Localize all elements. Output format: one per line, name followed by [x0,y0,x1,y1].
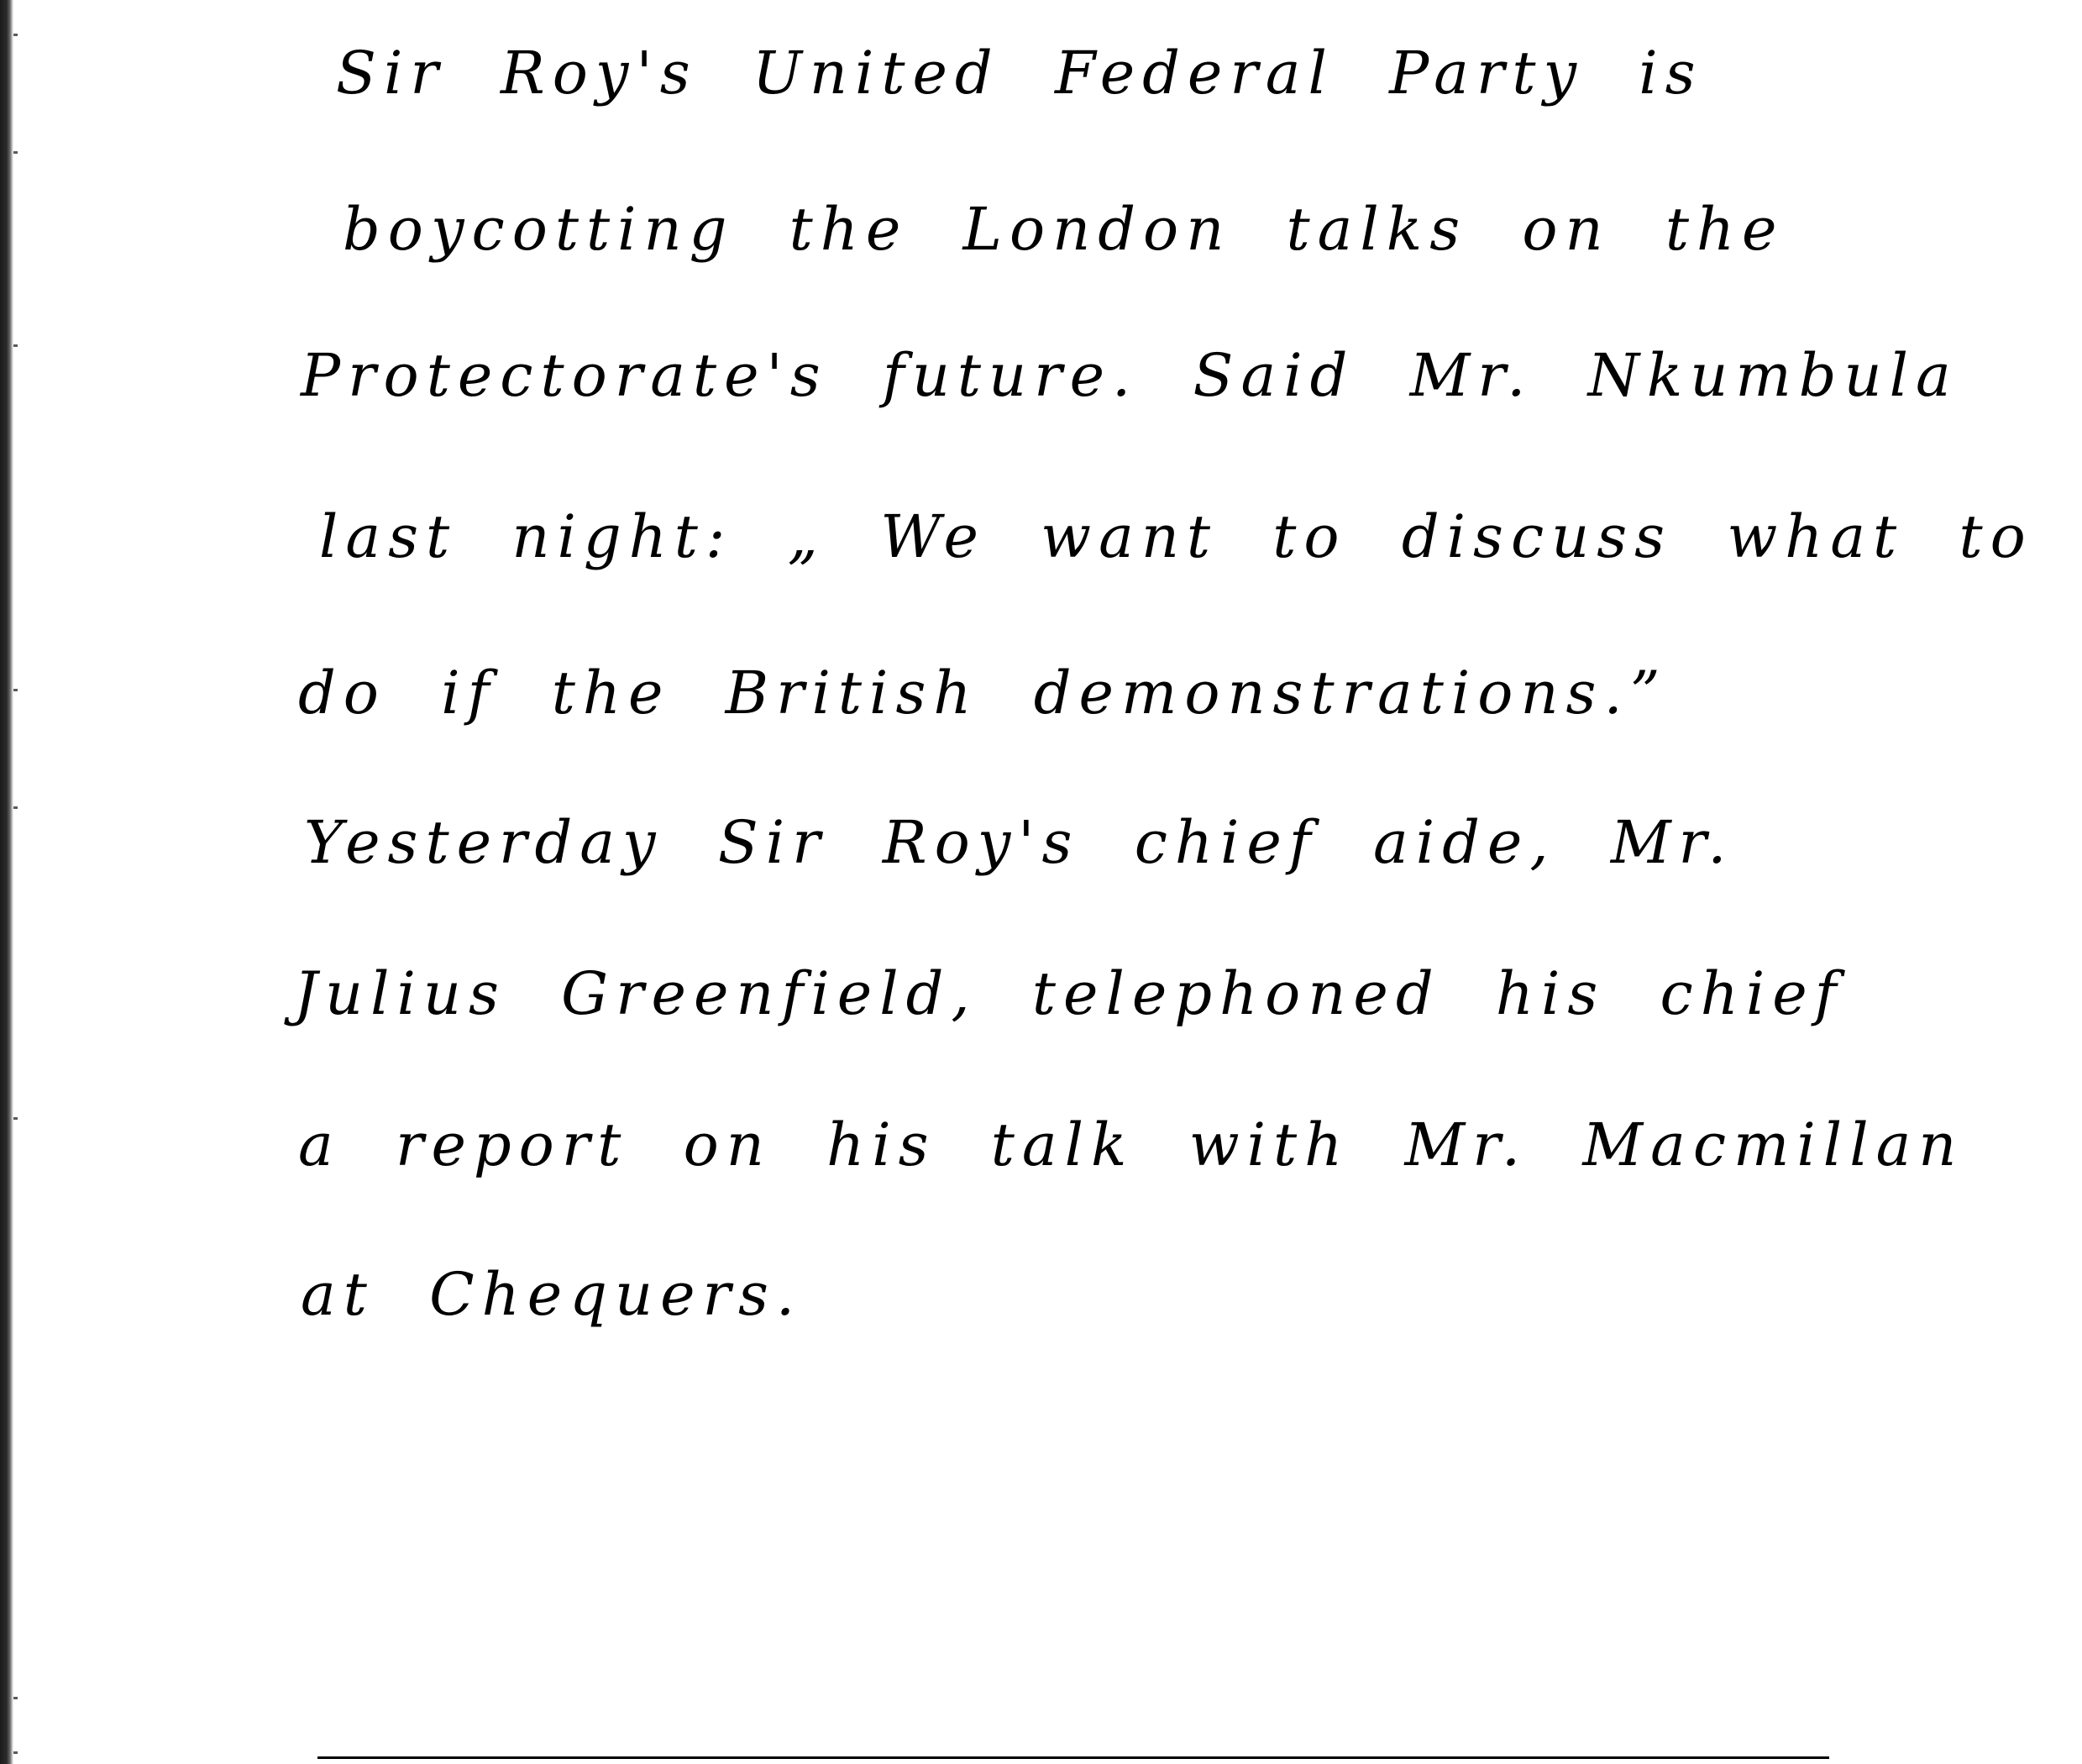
scan-speck [13,1751,18,1754]
scan-speck [13,1697,18,1699]
scan-border-left [0,0,13,1764]
scan-speck [13,806,18,809]
handwritten-line: Yesterday Sir Roy's chief aide, Mr. [304,808,1734,877]
scan-speck [13,151,18,154]
scan-speck [13,689,18,691]
handwritten-line: Protectorate's future. Said Mr. Nkumbula [301,341,1959,410]
handwritten-line: at Chequers. [301,1260,803,1329]
scan-speck [13,1117,18,1120]
scan-noise [13,0,20,1764]
handwritten-line: boycotting the London talks on the [343,195,1785,264]
handwritten-line: Julius Greenfield, telephoned his chief [294,959,1844,1028]
handwritten-line: Sir Roy's United Federal Party is [336,39,1703,108]
handwritten-line: last night: „ We want to discuss what to [319,502,2033,571]
handwritten-line: a report on his talk with Mr. Macmillan [298,1110,1964,1179]
handwritten-line: do if the British demonstrations.” [298,659,1668,727]
scan-speck [13,34,18,36]
scan-speck [13,344,18,347]
bottom-rule-line [317,1756,1829,1759]
